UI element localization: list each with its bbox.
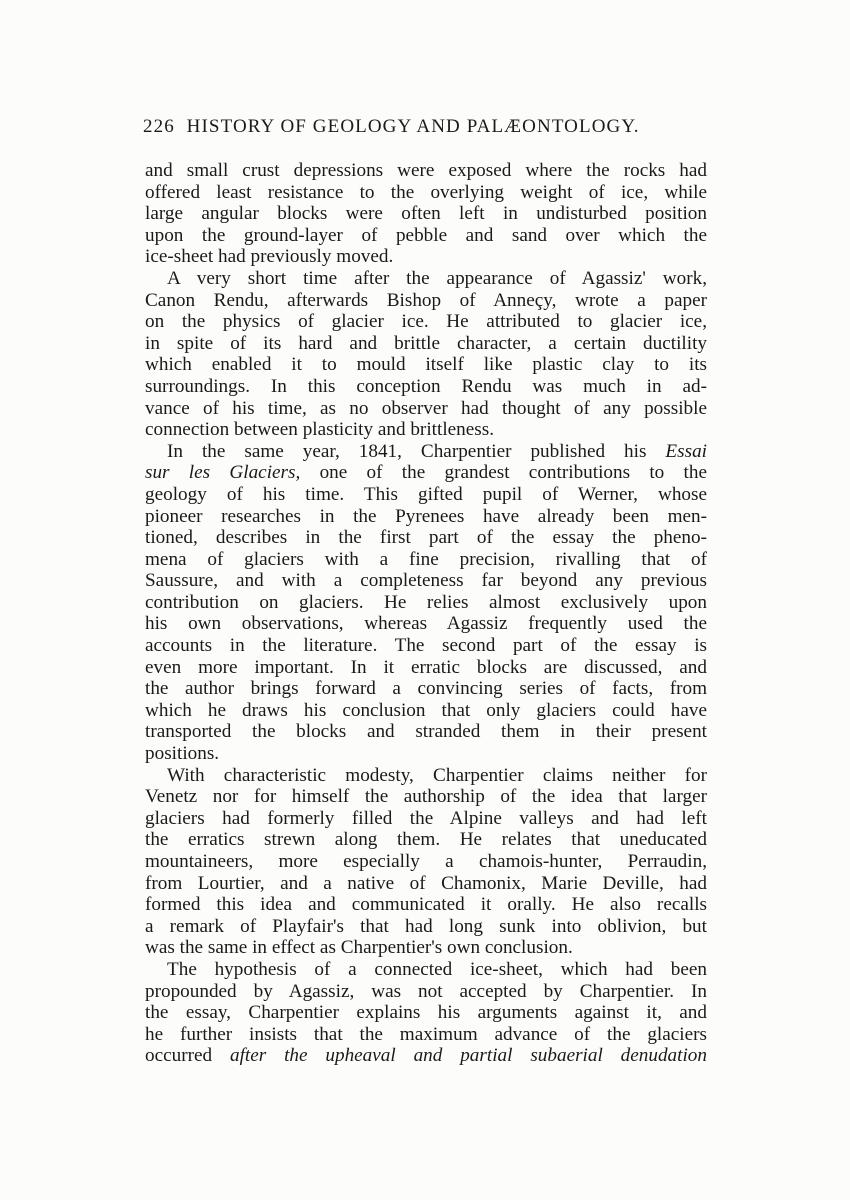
text-line: A very short time after the appearance of Agassiz' work, [167, 267, 707, 289]
text-line: formed this idea and communicated it orally. He also recalls [145, 894, 707, 916]
text-line: which he draws his conclusion that only glaciers could have [145, 699, 707, 721]
running-title: HISTORY OF GEOLOGY AND PALÆONTOLOGY. [186, 116, 640, 137]
book-title-italic: Essai [665, 440, 708, 462]
text-line: contribution on glaciers. He relies almost exclusively upon [145, 591, 707, 613]
text-line: propounded by Agassiz, was not accepted by Charpentier. In [145, 980, 707, 1002]
text-line: mountaineers, more especially a chamois-hunter, Perraudin, [145, 851, 707, 872]
text-line: pioneer researches in the Pyrenees have already been men- [145, 505, 707, 527]
text-line: in spite of its hard and brittle character, a certain ductility [145, 332, 707, 354]
text-line: geology of his time. This gifted pupil of Werner, whose [145, 483, 707, 505]
italic-phrase: after the upheaval and partial subaerial denudation [229, 1045, 707, 1067]
text-line: connection between plasticity and brittleness. [145, 419, 495, 441]
text-line: ice-sheet had previously moved. [145, 246, 394, 268]
text-line: Canon Rendu, afterwards Bishop of Anneçy, wrote a paper [145, 289, 707, 311]
text-line: the author brings forward a convincing series of facts, from [145, 678, 707, 700]
text-line: Venetz nor for himself the authorship of the idea that larger [145, 786, 707, 808]
text-fragment: one of the grandest contributions to the [319, 462, 707, 484]
page-number: 226 [143, 116, 175, 137]
text-line: With characteristic modesty, Charpentier claims neither for [167, 764, 707, 786]
text-line: and small crust depressions were exposed where the rocks had [145, 160, 707, 181]
text-line: upon the ground-layer of pebble and sand over which the [145, 224, 707, 246]
text-fragment: In the same year, 1841, Charpentier published his [167, 440, 647, 462]
text-line: positions. [145, 743, 220, 765]
text-line: The hypothesis of a connected ice-sheet, which had been [167, 958, 707, 980]
text-line: which enabled it to mould itself like plastic clay to its [145, 354, 707, 376]
text-line: glaciers had formerly filled the Alpine valleys and had left [145, 807, 707, 829]
text-line: large angular blocks were often left in undisturbed position [145, 203, 707, 225]
text-line: transported the blocks and stranded them in their present [145, 721, 707, 743]
text-line: his own observations, whereas Agassiz frequently used the [145, 613, 707, 635]
text-line: from Lourtier, and a native of Chamonix, Marie Deville, had [145, 872, 707, 894]
text-line: the essay, Charpentier explains his arguments against it, and [145, 1002, 707, 1024]
text-line: accounts in the literature. The second part of the essay is [145, 635, 707, 657]
text-line: was the same in effect as Charpentier's own conclusion. [145, 937, 573, 959]
book-title-italic: sur les Glaciers, [145, 462, 301, 484]
text-line: vance of his time, as no observer had thought of any possible [145, 397, 707, 419]
body-text [145, 160, 707, 1067]
text-line [145, 1045, 707, 1067]
text-line: mena of glaciers with a fine precision, rivalling that of [145, 548, 707, 570]
text-fragment: occurred [145, 1045, 213, 1067]
text-line [145, 462, 707, 484]
text-line: even more important. In it erratic blocks are discussed, and [145, 656, 707, 678]
text-line [145, 441, 707, 463]
text-line: he further insists that the maximum advance of the glaciers [145, 1023, 707, 1045]
running-header [143, 116, 709, 138]
text-line: the erratics strewn along them. He relates that uneducated [145, 829, 707, 851]
text-line: on the physics of glacier ice. He attributed to glacier ice, [145, 311, 707, 333]
text-line: surroundings. In this conception Rendu was much in ad- [145, 375, 707, 397]
text-line: Saussure, and with a completeness far beyond any previous [145, 570, 707, 592]
text-line: a remark of Playfair's that had long sunk into oblivion, but [145, 915, 707, 937]
text-line: tioned, describes in the first part of the essay the pheno- [145, 527, 707, 549]
text-line: offered least resistance to the overlying weight of ice, while [145, 181, 707, 203]
